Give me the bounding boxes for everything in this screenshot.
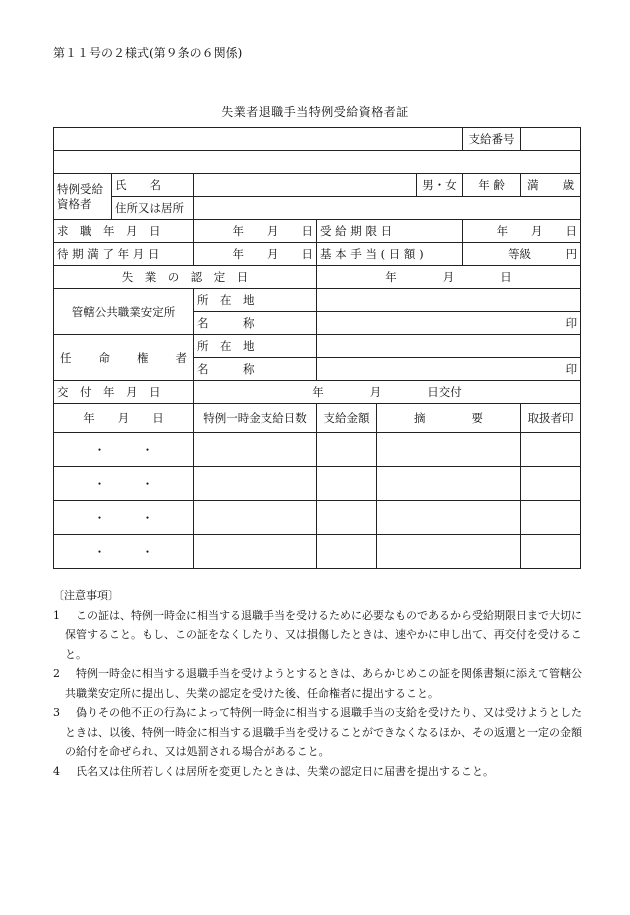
records-header-amount: 支給金額 bbox=[317, 404, 377, 433]
age-prefix: 満 bbox=[527, 178, 545, 192]
record-date[interactable] bbox=[54, 433, 194, 467]
date-dot: ・ bbox=[93, 510, 106, 525]
records-header-handler-seal: 取扱者印 bbox=[521, 404, 581, 433]
records-header-days: 特例一時金支給日数 bbox=[194, 404, 317, 433]
yen-label: 円 bbox=[565, 247, 578, 261]
certification-row bbox=[54, 266, 581, 289]
job-application-date[interactable]: 年 月 日 bbox=[194, 220, 317, 243]
authority-name-field[interactable] bbox=[317, 358, 581, 381]
form-number: 第１１号の２様式(第９条の６関係) bbox=[53, 46, 243, 60]
limit-label: 受 給 期 限 日 bbox=[317, 220, 463, 243]
note-number: 2 bbox=[53, 667, 60, 680]
records-header-row bbox=[54, 404, 581, 433]
name-label: 氏 名 bbox=[112, 174, 194, 197]
record-summary[interactable] bbox=[377, 501, 521, 535]
record-days[interactable] bbox=[194, 501, 317, 535]
note-item bbox=[53, 703, 583, 762]
payment-number-field[interactable] bbox=[521, 128, 581, 151]
basic-allowance-field[interactable] bbox=[463, 243, 581, 266]
date-dot: ・ bbox=[141, 442, 154, 457]
recipient-address-row bbox=[54, 197, 581, 220]
notes-section bbox=[53, 586, 583, 781]
payment-number-label: 支給番号 bbox=[463, 128, 521, 151]
basic-allowance-label: 基 本 手 当 ( 日 額 ) bbox=[317, 243, 463, 266]
record-seal[interactable] bbox=[521, 467, 581, 501]
record-amount[interactable] bbox=[317, 433, 377, 467]
record-seal[interactable] bbox=[521, 501, 581, 535]
office-location-field[interactable] bbox=[317, 289, 581, 312]
address-label: 住所又は居所 bbox=[112, 197, 194, 220]
name-field[interactable] bbox=[194, 174, 417, 197]
issue-date[interactable]: 年 月 日交付 bbox=[194, 381, 581, 404]
authority-name-label: 名 称 bbox=[194, 358, 317, 381]
records-header-date: 年 月 日 bbox=[54, 404, 194, 433]
note-number: 4 bbox=[53, 764, 60, 778]
record-seal[interactable] bbox=[521, 535, 581, 569]
authority-seal: 印 bbox=[565, 362, 578, 376]
waiting-end-label: 待 期 満 了 年 月 日 bbox=[54, 243, 194, 266]
address-field[interactable] bbox=[194, 197, 581, 220]
authority-location-field[interactable] bbox=[317, 335, 581, 358]
blank-field[interactable] bbox=[54, 151, 581, 174]
blank-row bbox=[54, 151, 581, 174]
gender-selector[interactable]: 男・女 bbox=[417, 174, 463, 197]
authority-location-label: 所 在 地 bbox=[194, 335, 317, 358]
notes-heading: 〔注意事項〕 bbox=[53, 589, 119, 602]
office-label: 管轄公共職業安定所 bbox=[54, 289, 194, 335]
note-text: 特例一時金に相当する退職手当を受けようとするときは、あらかじめこの証を関係書類に添えて管轄公共職業安定所に提出し、失業の認定を受けた後、任命権者に提出すること。 bbox=[65, 667, 582, 700]
record-row bbox=[54, 433, 581, 467]
record-date[interactable] bbox=[54, 535, 194, 569]
date-dot: ・ bbox=[93, 476, 106, 491]
note-number: 1 bbox=[53, 608, 60, 622]
age-field[interactable] bbox=[521, 174, 581, 197]
record-row bbox=[54, 501, 581, 535]
age-label: 年 齢 bbox=[463, 174, 521, 197]
blank-cell bbox=[54, 128, 463, 151]
age-unit: 歳 bbox=[562, 178, 575, 192]
record-amount[interactable] bbox=[317, 467, 377, 501]
payment-number-row bbox=[54, 128, 581, 151]
record-row bbox=[54, 535, 581, 569]
date-dot: ・ bbox=[141, 510, 154, 525]
record-days[interactable] bbox=[194, 433, 317, 467]
office-seal: 印 bbox=[565, 316, 578, 330]
waiting-end-row bbox=[54, 243, 581, 266]
authority-label: 任 命 権 者 bbox=[54, 335, 194, 381]
note-text: 氏名又は住所若しくは居所を変更したときは、失業の認定日に届書を提出すること。 bbox=[76, 764, 494, 778]
record-amount[interactable] bbox=[317, 535, 377, 569]
record-summary[interactable] bbox=[377, 433, 521, 467]
record-summary[interactable] bbox=[377, 467, 521, 501]
waiting-end-date[interactable]: 年 月 日 bbox=[194, 243, 317, 266]
date-dot: ・ bbox=[141, 544, 154, 559]
certification-date[interactable]: 年 月 日 bbox=[317, 266, 581, 289]
record-days[interactable] bbox=[194, 467, 317, 501]
office-name-field[interactable] bbox=[317, 312, 581, 335]
record-date[interactable] bbox=[54, 467, 194, 501]
note-number: 3 bbox=[53, 706, 60, 719]
record-date[interactable] bbox=[54, 501, 194, 535]
office-location-label: 所 在 地 bbox=[194, 289, 317, 312]
certificate-table bbox=[53, 127, 581, 569]
office-name-label: 名 称 bbox=[194, 312, 317, 335]
office-location-row bbox=[54, 289, 581, 312]
record-summary[interactable] bbox=[377, 535, 521, 569]
date-dot: ・ bbox=[93, 544, 106, 559]
record-amount[interactable] bbox=[317, 501, 377, 535]
recipient-name-row bbox=[54, 174, 581, 197]
note-text: 偽りその他不正の行為によって特例一時金に相当する退職手当の支給を受けたり、又は受けようとしたときは、以後、特例一時金に相当する退職手当を受けることができなくなるほか、その返還と一定の金額の給付を命ぜられ、又は処罰される場合があること。 bbox=[65, 706, 582, 758]
issue-label: 交 付 年 月 日 bbox=[54, 381, 194, 404]
note-item bbox=[53, 762, 583, 782]
document-title: 失業者退職手当特例受給資格者証 bbox=[221, 105, 409, 119]
records-header-summary: 摘 要 bbox=[377, 404, 521, 433]
date-dot: ・ bbox=[93, 442, 106, 457]
note-text: この証は、特例一時金に相当する退職手当を受けるために必要なものであるから受給期限日まで大切に保管すること。もし、この証をなくしたり、又は損傷したときは、速やかに申し出て、再交付を受けること。 bbox=[65, 608, 582, 661]
date-dot: ・ bbox=[141, 476, 154, 491]
certification-label: 失 業 の 認 定 日 bbox=[54, 266, 317, 289]
limit-date[interactable]: 年 月 日 bbox=[463, 220, 581, 243]
job-application-label: 求 職 年 月 日 bbox=[54, 220, 194, 243]
note-item bbox=[53, 664, 583, 703]
record-seal[interactable] bbox=[521, 433, 581, 467]
record-row bbox=[54, 467, 581, 501]
note-item bbox=[53, 606, 583, 665]
job-application-row bbox=[54, 220, 581, 243]
record-days[interactable] bbox=[194, 535, 317, 569]
authority-location-row bbox=[54, 335, 581, 358]
issue-row bbox=[54, 381, 581, 404]
recipient-label: 特例受給資格者 bbox=[54, 174, 112, 220]
grade-label: 等級 bbox=[508, 247, 532, 261]
